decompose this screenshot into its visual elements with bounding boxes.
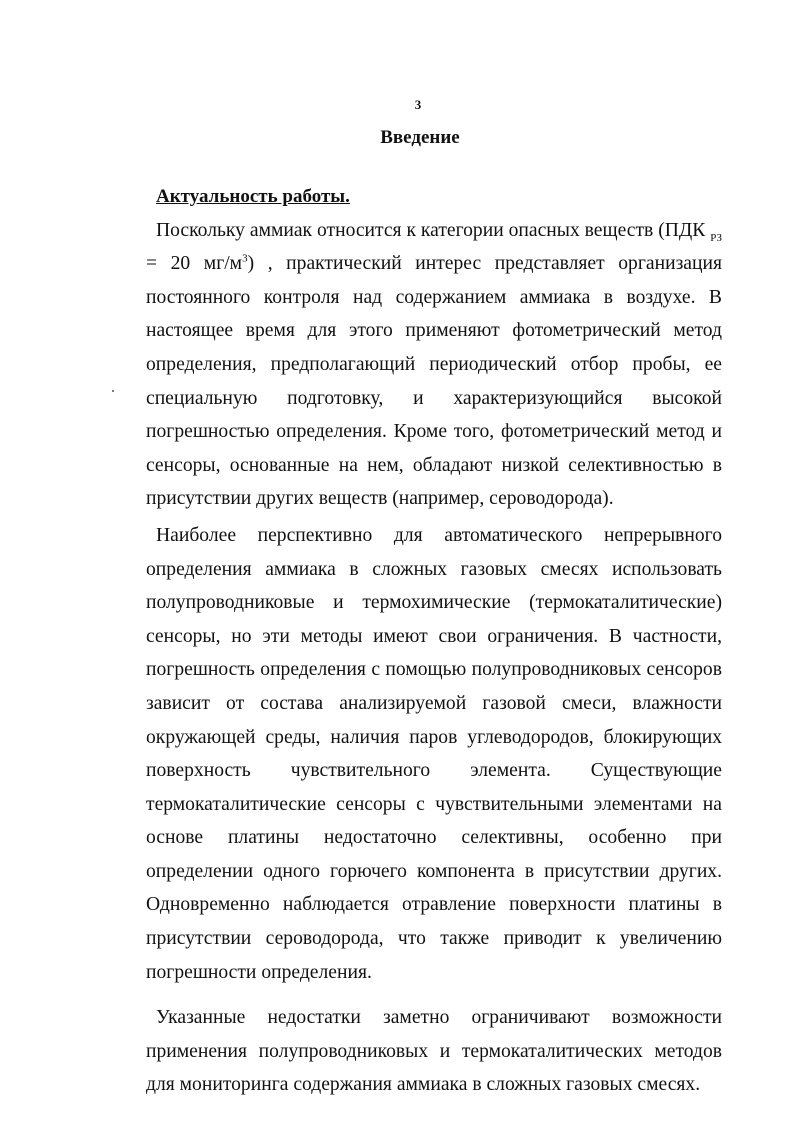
pdk-subscript: РЗ: [710, 231, 722, 244]
page-title: Введение: [380, 127, 460, 148]
paragraph-2: Наиболее перспективно для автоматического непрерывного определения аммиака в сложных газовых смесях использовать полупроводниковые и термохимические (термокаталитические) сенсоры, но эти методы имеют свои ограничения. В частности, погрешность определения с помощью полупроводниковых сенсоров зависит от состава анализируемой газовой смеси, влажности окружающей среды, наличия паров углеводородов, блокирующих поверхность чувствительного элемента. Существующие термокаталитические сенсоры с чувствительными элементами на основе платины недостаточно селективны, особенно при определении одного горючего компонента в присутствии других. Одновременно наблюдается отравление поверхности платины в присутствии сероводорода, что также приводит к увеличению погрешности определения.: [146, 524, 722, 983]
scan-speck: [112, 390, 114, 392]
paragraph-1-after: ) , практический интерес представляет организация постоянного контроля над содержанием аммиака в воздухе. В настоящее время для этого применяют фотометрический метод определения, предполагающий периодический отбор пробы, ее специальную подготовку, и характеризующийся высокой погрешностью определения. Кроме того, фотометрический метод и сенсоры, основанные на нем, обладают низкой селективностью в присутствии других веществ (например, сероводорода).: [146, 253, 722, 510]
paragraph-1-before: Поскольку аммиак относится к категории опасных веществ (ПДК: [156, 219, 711, 241]
page-number: 3: [414, 97, 422, 112]
paragraph-3: Указанные недостатки заметно ограничивают возможности применения полупроводниковых и термокаталитических методов для мониторинга содержания аммиака в сложных газовых смесях.: [146, 1007, 722, 1096]
section-heading: Актуальность работы.: [156, 186, 350, 207]
paragraph-1: [146, 214, 722, 516]
paragraph-1-mid: = 20 мг/м: [146, 253, 243, 275]
body-text: [146, 180, 722, 1102]
unit-superscript: 3: [242, 252, 248, 265]
